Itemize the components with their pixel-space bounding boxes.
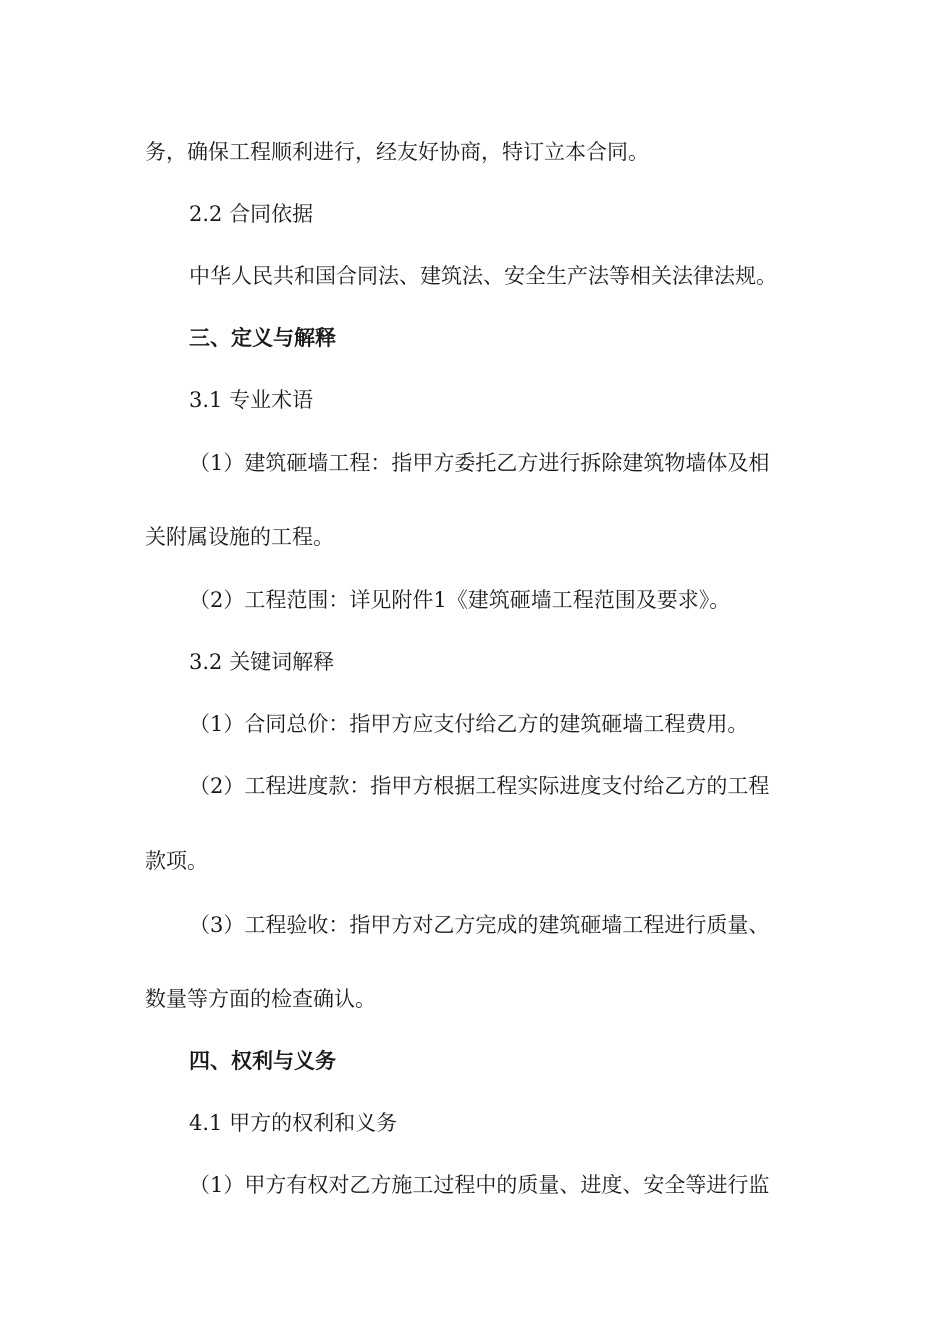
paragraph-continuation: 务，确保工程顺利进行，经友好协商，特订立本合同。 (145, 140, 649, 164)
list-item: （1）甲方有权对乙方施工过程中的质量、进度、安全等进行监 (189, 1173, 770, 1197)
list-item: （3）工程验收：指甲方对乙方完成的建筑砸墙工程进行质量、 (189, 913, 770, 937)
section-heading-4: 四、权利与义务 (189, 1048, 336, 1073)
list-item: （1）合同总价：指甲方应支付给乙方的建筑砸墙工程费用。 (189, 712, 749, 736)
list-item-continuation: 款项。 (145, 849, 208, 873)
list-item: （2）工程范围：详见附件1《建筑砸墙工程范围及要求》。 (189, 588, 731, 612)
subsection-heading-2-2: 2.2 合同依据 (189, 202, 314, 226)
subsection-heading-4-1: 4.1 甲方的权利和义务 (189, 1111, 398, 1135)
subsection-heading-3-2: 3.2 关键词解释 (189, 650, 335, 674)
list-item-continuation: 数量等方面的检查确认。 (145, 987, 376, 1011)
paragraph: 中华人民共和国合同法、建筑法、安全生产法等相关法律法规。 (189, 264, 777, 288)
section-heading-3: 三、定义与解释 (189, 325, 336, 350)
subsection-heading-3-1: 3.1 专业术语 (189, 388, 314, 412)
list-item: （1）建筑砸墙工程：指甲方委托乙方进行拆除建筑物墙体及相 (189, 451, 770, 475)
list-item-continuation: 关附属设施的工程。 (145, 525, 334, 549)
list-item: （2）工程进度款：指甲方根据工程实际进度支付给乙方的工程 (189, 774, 770, 798)
